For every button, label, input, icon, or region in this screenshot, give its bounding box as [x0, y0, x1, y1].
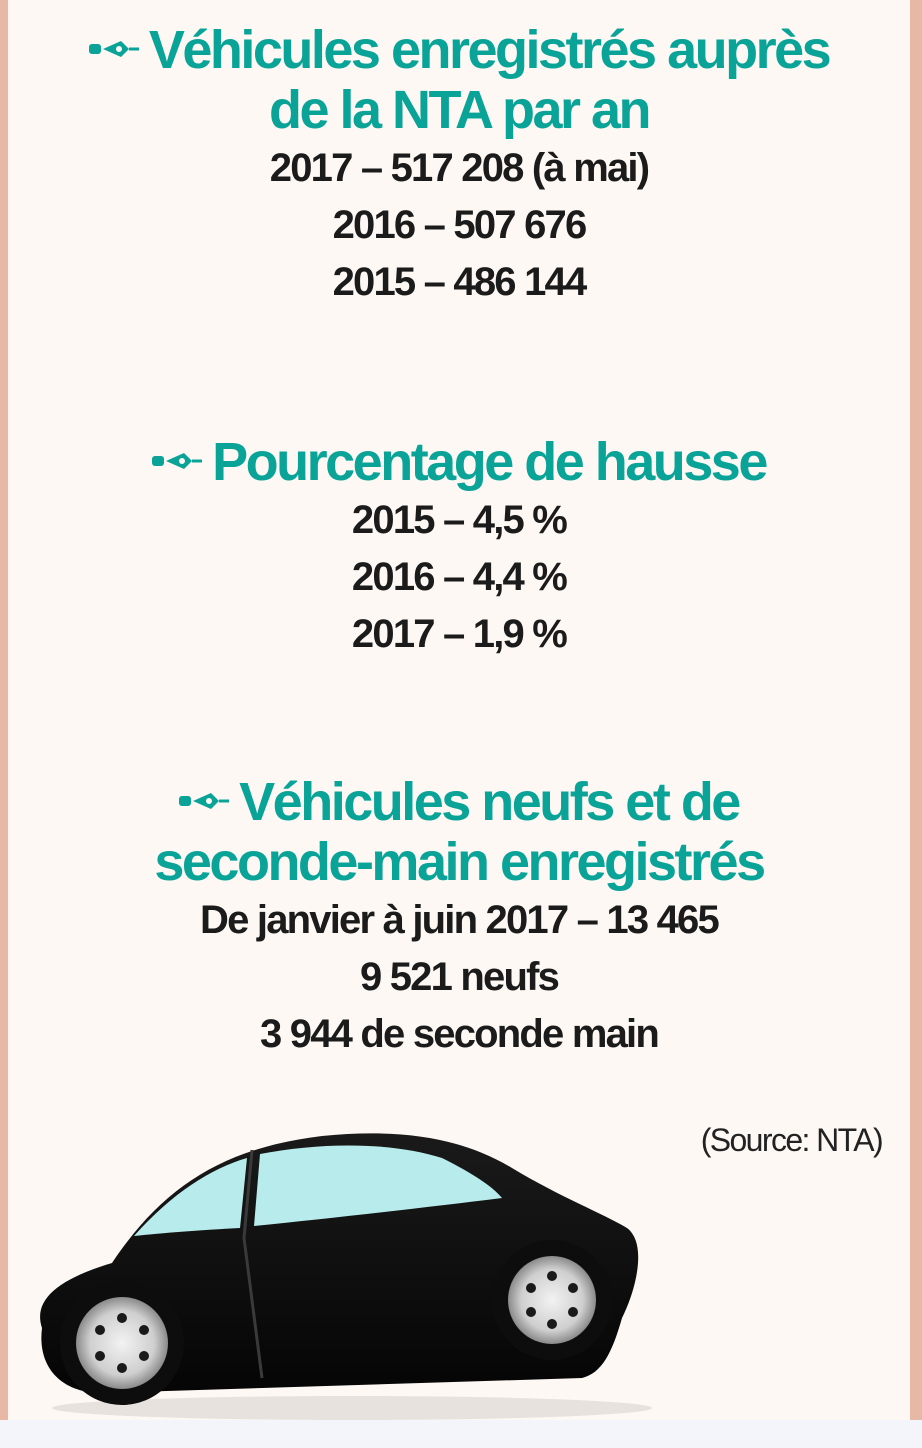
section-increase-percentage [8, 432, 910, 663]
section-heading [8, 432, 910, 492]
infographic-panel [8, 0, 910, 1420]
stat-line: 2015 – 486 144 [332, 260, 586, 304]
stat-line: 2016 – 4,4 % [351, 555, 567, 599]
section-registered-per-year [8, 20, 910, 311]
heading-line-1: Véhicules neufs et de [239, 772, 739, 832]
source-note: (Source: NTA) [700, 1122, 882, 1158]
heading-line-1: Pourcentage de hausse [212, 432, 766, 492]
section-heading [8, 772, 910, 892]
stat-line: 2015 – 4,5 % [351, 498, 567, 542]
stat-line: 2017 – 1,9 % [351, 612, 567, 656]
section-heading [8, 20, 910, 140]
stat-line: 2017 – 517 208 (à mai) [269, 146, 649, 190]
section-new-and-used [8, 772, 910, 1063]
stat-line: 2016 – 507 676 [332, 203, 586, 247]
car-icon [22, 1128, 652, 1423]
heading-line-1: Véhicules enregistrés auprès [148, 20, 830, 80]
stat-line: 3 944 de seconde main [260, 1012, 658, 1056]
heading-line-2: de la NTA par an [268, 80, 650, 140]
pen-nib-bullet-icon [89, 36, 141, 62]
heading-line-2: seconde-main enregistrés [154, 832, 764, 892]
stat-line: De janvier à juin 2017 – 13 465 [200, 898, 718, 942]
pen-nib-bullet-icon [179, 788, 231, 814]
bottom-strip [0, 1420, 922, 1448]
pen-nib-bullet-icon [152, 448, 204, 474]
stat-line: 9 521 neufs [359, 955, 559, 999]
